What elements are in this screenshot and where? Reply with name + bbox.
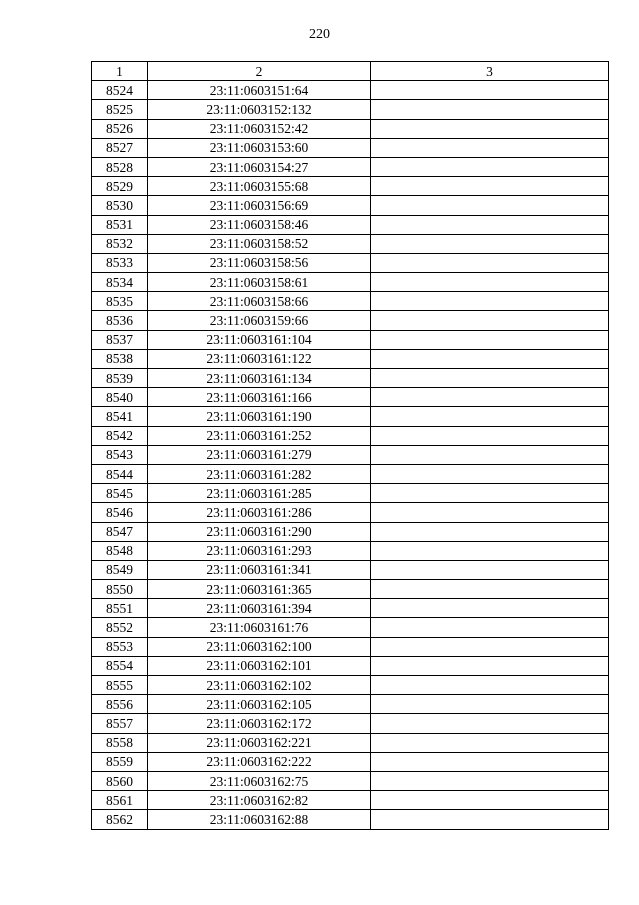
notes-cell (371, 157, 609, 176)
cadastral-number-cell: 23:11:0603161:285 (148, 484, 371, 503)
table-row (92, 234, 609, 253)
row-number-cell: 8536 (92, 311, 148, 330)
row-number-cell: 8558 (92, 733, 148, 752)
cadastral-number-cell: 23:11:0603161:166 (148, 388, 371, 407)
table-row (92, 580, 609, 599)
cadastral-number-cell: 23:11:0603158:46 (148, 215, 371, 234)
notes-cell (371, 810, 609, 829)
cadastral-number-cell: 23:11:0603161:286 (148, 503, 371, 522)
table-row (92, 369, 609, 388)
notes-cell (371, 695, 609, 714)
table-row (92, 714, 609, 733)
cadastral-number-cell: 23:11:0603161:394 (148, 599, 371, 618)
row-number-cell: 8529 (92, 177, 148, 196)
table-row (92, 349, 609, 368)
notes-cell (371, 714, 609, 733)
row-number-cell: 8532 (92, 234, 148, 253)
row-number-cell: 8526 (92, 119, 148, 138)
cadastral-number-cell: 23:11:0603161:282 (148, 464, 371, 483)
notes-cell (371, 253, 609, 272)
row-number-cell: 8528 (92, 157, 148, 176)
table-row (92, 599, 609, 618)
cadastral-number-cell: 23:11:0603161:190 (148, 407, 371, 426)
cadastral-number-cell: 23:11:0603161:134 (148, 369, 371, 388)
cadastral-number-cell: 23:11:0603161:290 (148, 522, 371, 541)
table-row (92, 426, 609, 445)
cadastral-number-cell: 23:11:0603161:365 (148, 580, 371, 599)
notes-cell (371, 273, 609, 292)
row-number-cell: 8533 (92, 253, 148, 272)
table-row (92, 656, 609, 675)
cadastral-number-cell: 23:11:0603162:88 (148, 810, 371, 829)
notes-cell (371, 541, 609, 560)
cadastral-number-cell: 23:11:0603158:61 (148, 273, 371, 292)
table-row (92, 445, 609, 464)
table-row (92, 388, 609, 407)
notes-cell (371, 426, 609, 445)
row-number-cell: 8542 (92, 426, 148, 445)
cadastral-number-cell: 23:11:0603158:52 (148, 234, 371, 253)
row-number-cell: 8525 (92, 100, 148, 119)
cadastral-number-cell: 23:11:0603161:279 (148, 445, 371, 464)
table-row (92, 522, 609, 541)
cadastral-number-cell: 23:11:0603162:82 (148, 791, 371, 810)
table-row (92, 771, 609, 790)
table-row (92, 196, 609, 215)
row-number-cell: 8527 (92, 138, 148, 157)
cadastral-number-cell: 23:11:0603152:42 (148, 119, 371, 138)
row-number-cell: 8544 (92, 464, 148, 483)
row-number-cell: 8560 (92, 771, 148, 790)
cadastral-number-cell: 23:11:0603158:66 (148, 292, 371, 311)
column-header-2: 2 (148, 62, 371, 81)
row-number-cell: 8551 (92, 599, 148, 618)
row-number-cell: 8531 (92, 215, 148, 234)
notes-cell (371, 752, 609, 771)
header-row (92, 62, 609, 81)
cadastral-number-cell: 23:11:0603161:341 (148, 560, 371, 579)
cadastral-number-cell: 23:11:0603156:69 (148, 196, 371, 215)
row-number-cell: 8547 (92, 522, 148, 541)
table-row (92, 157, 609, 176)
cadastral-number-cell: 23:11:0603162:102 (148, 676, 371, 695)
column-header-3: 3 (371, 62, 609, 81)
table-row (92, 407, 609, 426)
cadastral-number-cell: 23:11:0603161:293 (148, 541, 371, 560)
table-row (92, 618, 609, 637)
notes-cell (371, 177, 609, 196)
notes-cell (371, 560, 609, 579)
row-number-cell: 8537 (92, 330, 148, 349)
cadastral-number-cell: 23:11:0603152:132 (148, 100, 371, 119)
cadastral-number-cell: 23:11:0603159:66 (148, 311, 371, 330)
row-number-cell: 8554 (92, 656, 148, 675)
notes-cell (371, 791, 609, 810)
row-number-cell: 8545 (92, 484, 148, 503)
table-row (92, 791, 609, 810)
table-row (92, 292, 609, 311)
row-number-cell: 8540 (92, 388, 148, 407)
table-row (92, 733, 609, 752)
notes-cell (371, 349, 609, 368)
table-row (92, 100, 609, 119)
notes-cell (371, 733, 609, 752)
table-row (92, 695, 609, 714)
cadastral-table (91, 61, 609, 830)
table-row (92, 138, 609, 157)
cadastral-number-cell: 23:11:0603151:64 (148, 81, 371, 100)
notes-cell (371, 119, 609, 138)
notes-cell (371, 369, 609, 388)
notes-cell (371, 522, 609, 541)
row-number-cell: 8556 (92, 695, 148, 714)
notes-cell (371, 464, 609, 483)
page-number: 220 (309, 27, 330, 42)
notes-cell (371, 580, 609, 599)
cadastral-number-cell: 23:11:0603162:172 (148, 714, 371, 733)
row-number-cell: 8534 (92, 273, 148, 292)
notes-cell (371, 445, 609, 464)
table-row (92, 273, 609, 292)
notes-cell (371, 100, 609, 119)
table-row (92, 311, 609, 330)
notes-cell (371, 618, 609, 637)
row-number-cell: 8543 (92, 445, 148, 464)
table-row (92, 464, 609, 483)
notes-cell (371, 599, 609, 618)
cadastral-number-cell: 23:11:0603162:101 (148, 656, 371, 675)
row-number-cell: 8538 (92, 349, 148, 368)
row-number-cell: 8555 (92, 676, 148, 695)
cadastral-number-cell: 23:11:0603162:105 (148, 695, 371, 714)
cadastral-number-cell: 23:11:0603161:104 (148, 330, 371, 349)
table-row (92, 752, 609, 771)
table-row (92, 177, 609, 196)
row-number-cell: 8535 (92, 292, 148, 311)
row-number-cell: 8541 (92, 407, 148, 426)
row-number-cell: 8546 (92, 503, 148, 522)
row-number-cell: 8548 (92, 541, 148, 560)
table-row (92, 637, 609, 656)
notes-cell (371, 311, 609, 330)
row-number-cell: 8549 (92, 560, 148, 579)
table-row (92, 253, 609, 272)
notes-cell (371, 292, 609, 311)
cadastral-number-cell: 23:11:0603162:75 (148, 771, 371, 790)
table-row (92, 330, 609, 349)
notes-cell (371, 138, 609, 157)
cadastral-number-cell: 23:11:0603154:27 (148, 157, 371, 176)
table-row (92, 81, 609, 100)
notes-cell (371, 503, 609, 522)
table-row (92, 484, 609, 503)
table-row (92, 503, 609, 522)
row-number-cell: 8562 (92, 810, 148, 829)
table-row (92, 119, 609, 138)
notes-cell (371, 81, 609, 100)
table-row (92, 541, 609, 560)
row-number-cell: 8524 (92, 81, 148, 100)
cadastral-number-cell: 23:11:0603155:68 (148, 177, 371, 196)
table-row (92, 810, 609, 829)
row-number-cell: 8553 (92, 637, 148, 656)
column-header-1: 1 (92, 62, 148, 81)
notes-cell (371, 637, 609, 656)
notes-cell (371, 215, 609, 234)
row-number-cell: 8530 (92, 196, 148, 215)
notes-cell (371, 656, 609, 675)
row-number-cell: 8550 (92, 580, 148, 599)
notes-cell (371, 234, 609, 253)
table-body (92, 81, 609, 829)
row-number-cell: 8552 (92, 618, 148, 637)
table-header (92, 62, 609, 81)
cadastral-number-cell: 23:11:0603158:56 (148, 253, 371, 272)
table-row (92, 215, 609, 234)
table-row (92, 676, 609, 695)
notes-cell (371, 196, 609, 215)
notes-cell (371, 484, 609, 503)
row-number-cell: 8561 (92, 791, 148, 810)
cadastral-number-cell: 23:11:0603161:122 (148, 349, 371, 368)
cadastral-number-cell: 23:11:0603162:221 (148, 733, 371, 752)
cadastral-number-cell: 23:11:0603162:100 (148, 637, 371, 656)
notes-cell (371, 407, 609, 426)
row-number-cell: 8539 (92, 369, 148, 388)
notes-cell (371, 330, 609, 349)
cadastral-number-cell: 23:11:0603161:252 (148, 426, 371, 445)
cadastral-number-cell: 23:11:0603153:60 (148, 138, 371, 157)
notes-cell (371, 676, 609, 695)
notes-cell (371, 771, 609, 790)
notes-cell (371, 388, 609, 407)
cadastral-number-cell: 23:11:0603162:222 (148, 752, 371, 771)
cadastral-number-cell: 23:11:0603161:76 (148, 618, 371, 637)
row-number-cell: 8557 (92, 714, 148, 733)
row-number-cell: 8559 (92, 752, 148, 771)
table-row (92, 560, 609, 579)
